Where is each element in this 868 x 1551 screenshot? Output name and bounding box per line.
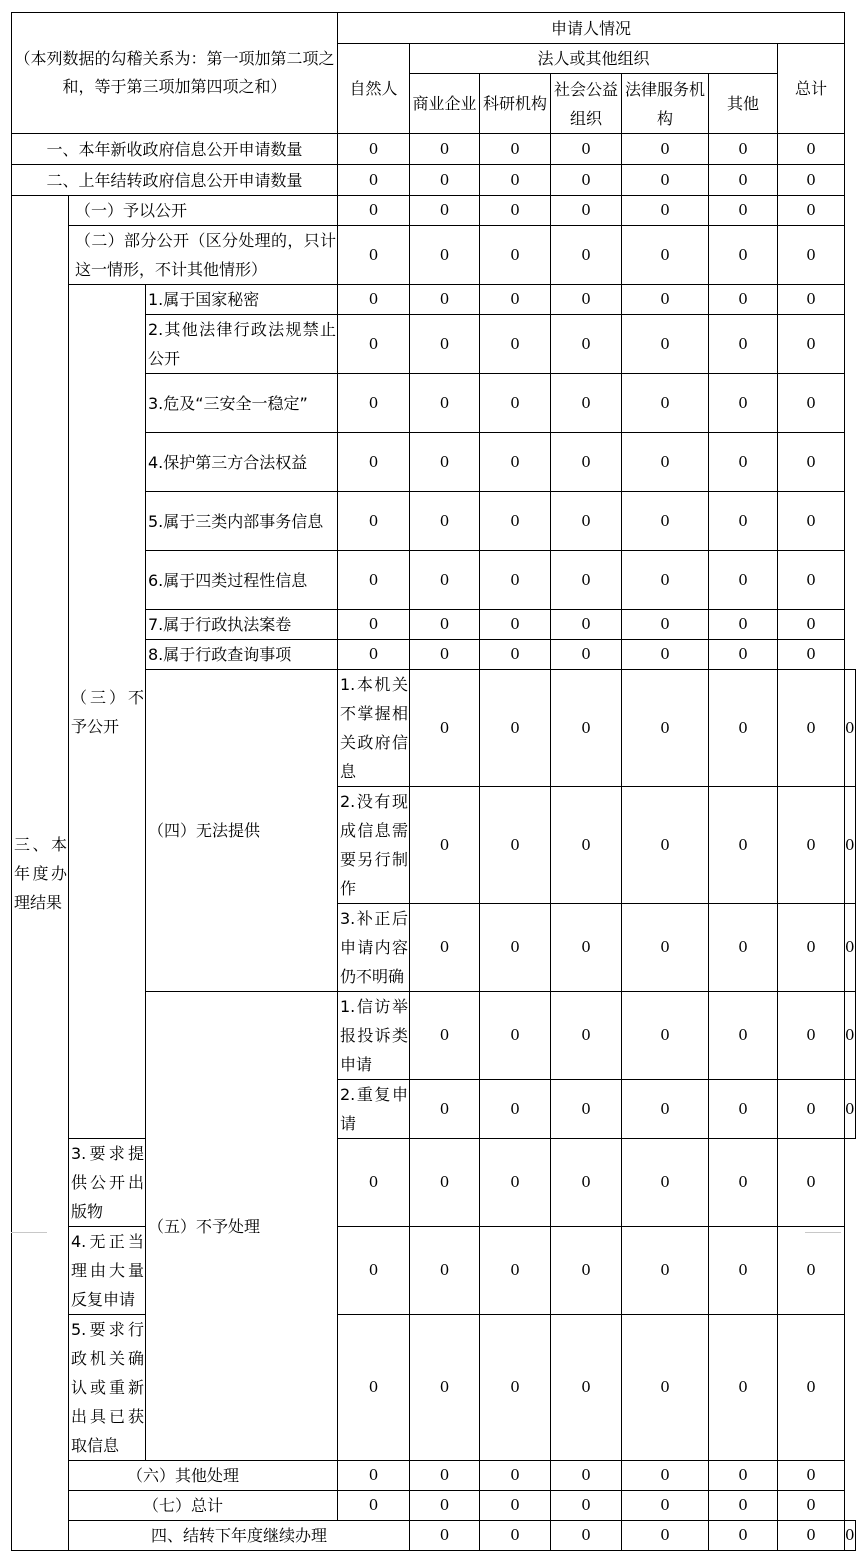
value-cell: 0 — [410, 992, 480, 1080]
value-cell: 0 — [338, 1491, 410, 1521]
value-cell: 0 — [709, 315, 778, 374]
value-cell: 0 — [845, 670, 856, 787]
value-cell: 0 — [709, 904, 778, 992]
value-cell: 0 — [410, 1491, 480, 1521]
value-cell: 0 — [778, 196, 845, 226]
row-label-no-process: （五）不予处理 — [146, 992, 338, 1461]
value-cell: 0 — [480, 134, 551, 165]
value-cell: 0 — [410, 1521, 480, 1551]
page-edge-mark-right — [805, 1232, 841, 1233]
value-cell: 0 — [709, 492, 778, 551]
value-cell: 0 — [338, 1227, 410, 1315]
value-cell: 0 — [622, 1080, 709, 1139]
value-cell: 0 — [480, 1315, 551, 1461]
value-cell: 0 — [480, 1491, 551, 1521]
value-cell: 0 — [622, 433, 709, 492]
value-cell: 0 — [480, 904, 551, 992]
value-cell: 0 — [622, 610, 709, 640]
value-cell: 0 — [551, 787, 622, 904]
value-cell: 0 — [480, 551, 551, 610]
value-cell: 0 — [622, 787, 709, 904]
value-cell: 0 — [410, 165, 480, 196]
column-note: （本列数据的勾稽关系为：第一项加第二项之和，等于第三项加第四项之和） — [12, 13, 338, 134]
value-cell: 0 — [778, 992, 845, 1080]
value-cell: 0 — [338, 492, 410, 551]
item-label: 1.信访举报投诉类申请 — [338, 992, 410, 1080]
value-cell: 0 — [410, 315, 480, 374]
value-cell: 0 — [480, 315, 551, 374]
value-cell: 0 — [551, 640, 622, 670]
value-cell: 0 — [551, 196, 622, 226]
value-cell: 0 — [480, 1461, 551, 1491]
item-label: 8.属于行政查询事项 — [146, 640, 338, 670]
item-label: 2.其他法律行政法规禁止公开 — [146, 315, 338, 374]
value-cell: 0 — [845, 1080, 856, 1139]
value-cell: 0 — [778, 787, 845, 904]
value-cell: 0 — [622, 992, 709, 1080]
item-label: 4.保护第三方合法权益 — [146, 433, 338, 492]
value-cell: 0 — [622, 640, 709, 670]
value-cell: 0 — [480, 640, 551, 670]
value-cell: 0 — [845, 1521, 856, 1551]
applicant-header: 申请人情况 — [338, 13, 845, 44]
value-cell: 0 — [709, 1139, 778, 1227]
value-cell: 0 — [410, 374, 480, 433]
value-cell: 0 — [480, 670, 551, 787]
value-cell: 0 — [410, 285, 480, 315]
value-cell: 0 — [551, 165, 622, 196]
value-cell: 0 — [551, 1315, 622, 1461]
value-cell: 0 — [622, 1491, 709, 1521]
value-cell: 0 — [709, 134, 778, 165]
item-label: 5.要求行政机关确认或重新出具已获取信息 — [69, 1315, 146, 1461]
value-cell: 0 — [778, 1491, 845, 1521]
value-cell: 0 — [410, 1227, 480, 1315]
row-label-not-open: （三）不予公开 — [69, 285, 146, 1139]
value-cell: 0 — [778, 610, 845, 640]
value-cell: 0 — [622, 1315, 709, 1461]
row-label-carried-over: 二、上年结转政府信息公开申请数量 — [12, 165, 338, 196]
item-label: 3.要求提供公开出版物 — [69, 1139, 146, 1227]
value-cell: 0 — [480, 196, 551, 226]
value-cell: 0 — [778, 134, 845, 165]
value-cell: 0 — [551, 1521, 622, 1551]
value-cell: 0 — [709, 1315, 778, 1461]
value-cell: 0 — [480, 1227, 551, 1315]
row-label-section3: 三、本年度办理结果 — [12, 196, 69, 1551]
item-label: 2.没有现成信息需要另行制作 — [338, 787, 410, 904]
value-cell: 0 — [410, 1461, 480, 1491]
value-cell: 0 — [622, 1521, 709, 1551]
value-cell: 0 — [551, 1080, 622, 1139]
value-cell: 0 — [338, 315, 410, 374]
value-cell: 0 — [410, 551, 480, 610]
value-cell: 0 — [480, 433, 551, 492]
value-cell: 0 — [709, 670, 778, 787]
value-cell: 0 — [338, 551, 410, 610]
value-cell: 0 — [480, 374, 551, 433]
value-cell: 0 — [778, 492, 845, 551]
value-cell: 0 — [778, 1080, 845, 1139]
value-cell: 0 — [709, 1227, 778, 1315]
value-cell: 0 — [551, 992, 622, 1080]
value-cell: 0 — [410, 492, 480, 551]
value-cell: 0 — [410, 1139, 480, 1227]
value-cell: 0 — [410, 226, 480, 285]
value-cell: 0 — [709, 374, 778, 433]
value-cell: 0 — [778, 670, 845, 787]
value-cell: 0 — [551, 285, 622, 315]
total-header: 总计 — [778, 44, 845, 134]
item-label: 7.属于行政执法案卷 — [146, 610, 338, 640]
page-edge-mark-left — [11, 1232, 47, 1233]
value-cell: 0 — [410, 670, 480, 787]
value-cell: 0 — [338, 226, 410, 285]
value-cell: 0 — [622, 196, 709, 226]
row-label-next-year: 四、结转下年度继续办理 — [69, 1521, 410, 1551]
value-cell: 0 — [551, 610, 622, 640]
value-cell: 0 — [778, 1139, 845, 1227]
value-cell: 0 — [551, 134, 622, 165]
value-cell: 0 — [709, 610, 778, 640]
item-label: 3.补正后申请内容仍不明确 — [338, 904, 410, 992]
value-cell: 0 — [338, 134, 410, 165]
value-cell: 0 — [622, 226, 709, 285]
value-cell: 0 — [709, 1080, 778, 1139]
value-cell: 0 — [622, 1227, 709, 1315]
item-label: 1.本机关不掌握相关政府信息 — [338, 670, 410, 787]
value-cell: 0 — [551, 492, 622, 551]
item-label: 1.属于国家秘密 — [146, 285, 338, 315]
value-cell: 0 — [709, 1491, 778, 1521]
social-header: 社会公益组织 — [551, 74, 622, 134]
value-cell: 0 — [622, 904, 709, 992]
row-label-other-process: （六）其他处理 — [69, 1461, 338, 1491]
value-cell: 0 — [778, 1227, 845, 1315]
value-cell: 0 — [709, 433, 778, 492]
value-cell: 0 — [778, 1315, 845, 1461]
value-cell: 0 — [410, 196, 480, 226]
research-header: 科研机构 — [480, 74, 551, 134]
value-cell: 0 — [551, 1227, 622, 1315]
value-cell: 0 — [480, 1521, 551, 1551]
value-cell: 0 — [622, 1461, 709, 1491]
legal-group-header: 法人或其他组织 — [410, 44, 778, 74]
row-label-subtotal: （七）总计 — [69, 1491, 338, 1521]
value-cell: 0 — [551, 226, 622, 285]
value-cell: 0 — [551, 1461, 622, 1491]
value-cell: 0 — [338, 285, 410, 315]
value-cell: 0 — [480, 1139, 551, 1227]
value-cell: 0 — [338, 1139, 410, 1227]
value-cell: 0 — [551, 433, 622, 492]
value-cell: 0 — [338, 640, 410, 670]
value-cell: 0 — [778, 226, 845, 285]
value-cell: 0 — [778, 285, 845, 315]
value-cell: 0 — [551, 315, 622, 374]
value-cell: 0 — [778, 165, 845, 196]
value-cell: 0 — [338, 196, 410, 226]
item-label: 4.无正当理由大量反复申请 — [69, 1227, 146, 1315]
value-cell: 0 — [410, 640, 480, 670]
value-cell: 0 — [622, 551, 709, 610]
value-cell: 0 — [551, 374, 622, 433]
value-cell: 0 — [551, 904, 622, 992]
item-label: 6.属于四类过程性信息 — [146, 551, 338, 610]
value-cell: 0 — [338, 1461, 410, 1491]
row-label-unable: （四）无法提供 — [146, 670, 338, 992]
value-cell: 0 — [709, 1461, 778, 1491]
value-cell: 0 — [410, 787, 480, 904]
value-cell: 0 — [709, 551, 778, 610]
value-cell: 0 — [410, 610, 480, 640]
value-cell: 0 — [622, 285, 709, 315]
value-cell: 0 — [551, 551, 622, 610]
value-cell: 0 — [410, 1315, 480, 1461]
value-cell: 0 — [622, 134, 709, 165]
value-cell: 0 — [480, 787, 551, 904]
legal-service-header: 法律服务机构 — [622, 74, 709, 134]
commercial-header: 商业企业 — [410, 74, 480, 134]
value-cell: 0 — [551, 1491, 622, 1521]
value-cell: 0 — [551, 670, 622, 787]
value-cell: 0 — [778, 374, 845, 433]
item-label: 5.属于三类内部事务信息 — [146, 492, 338, 551]
value-cell: 0 — [709, 787, 778, 904]
value-cell: 0 — [480, 492, 551, 551]
value-cell: 0 — [480, 992, 551, 1080]
value-cell: 0 — [480, 165, 551, 196]
value-cell: 0 — [622, 374, 709, 433]
item-label: 2.重复申请 — [338, 1080, 410, 1139]
disclosure-statistics-table — [11, 12, 856, 1551]
other-header: 其他 — [709, 74, 778, 134]
value-cell: 0 — [338, 433, 410, 492]
value-cell: 0 — [410, 1080, 480, 1139]
value-cell: 0 — [845, 787, 856, 904]
value-cell: 0 — [410, 134, 480, 165]
value-cell: 0 — [622, 670, 709, 787]
value-cell: 0 — [338, 374, 410, 433]
value-cell: 0 — [709, 196, 778, 226]
value-cell: 0 — [778, 904, 845, 992]
natural-person-header: 自然人 — [338, 44, 410, 134]
value-cell: 0 — [709, 226, 778, 285]
value-cell: 0 — [622, 1139, 709, 1227]
value-cell: 0 — [338, 165, 410, 196]
value-cell: 0 — [480, 285, 551, 315]
row-label-partial: （二）部分公开（区分处理的，只计这一情形，不计其他情形） — [69, 226, 338, 285]
value-cell: 0 — [480, 610, 551, 640]
value-cell: 0 — [480, 1080, 551, 1139]
value-cell: 0 — [410, 904, 480, 992]
value-cell: 0 — [778, 433, 845, 492]
value-cell: 0 — [709, 285, 778, 315]
value-cell: 0 — [622, 165, 709, 196]
value-cell: 0 — [778, 1521, 845, 1551]
value-cell: 0 — [410, 433, 480, 492]
value-cell: 0 — [338, 610, 410, 640]
value-cell: 0 — [709, 640, 778, 670]
value-cell: 0 — [778, 315, 845, 374]
value-cell: 0 — [845, 992, 856, 1080]
row-label-new-requests: 一、本年新收政府信息公开申请数量 — [12, 134, 338, 165]
value-cell: 0 — [778, 640, 845, 670]
value-cell: 0 — [338, 1315, 410, 1461]
value-cell: 0 — [551, 1139, 622, 1227]
value-cell: 0 — [709, 165, 778, 196]
value-cell: 0 — [480, 226, 551, 285]
value-cell: 0 — [709, 992, 778, 1080]
item-label: 3.危及“三安全一稳定” — [146, 374, 338, 433]
row-label-open: （一）予以公开 — [69, 196, 338, 226]
value-cell: 0 — [622, 315, 709, 374]
value-cell: 0 — [622, 492, 709, 551]
value-cell: 0 — [845, 904, 856, 992]
value-cell: 0 — [778, 1461, 845, 1491]
value-cell: 0 — [778, 551, 845, 610]
value-cell: 0 — [709, 1521, 778, 1551]
